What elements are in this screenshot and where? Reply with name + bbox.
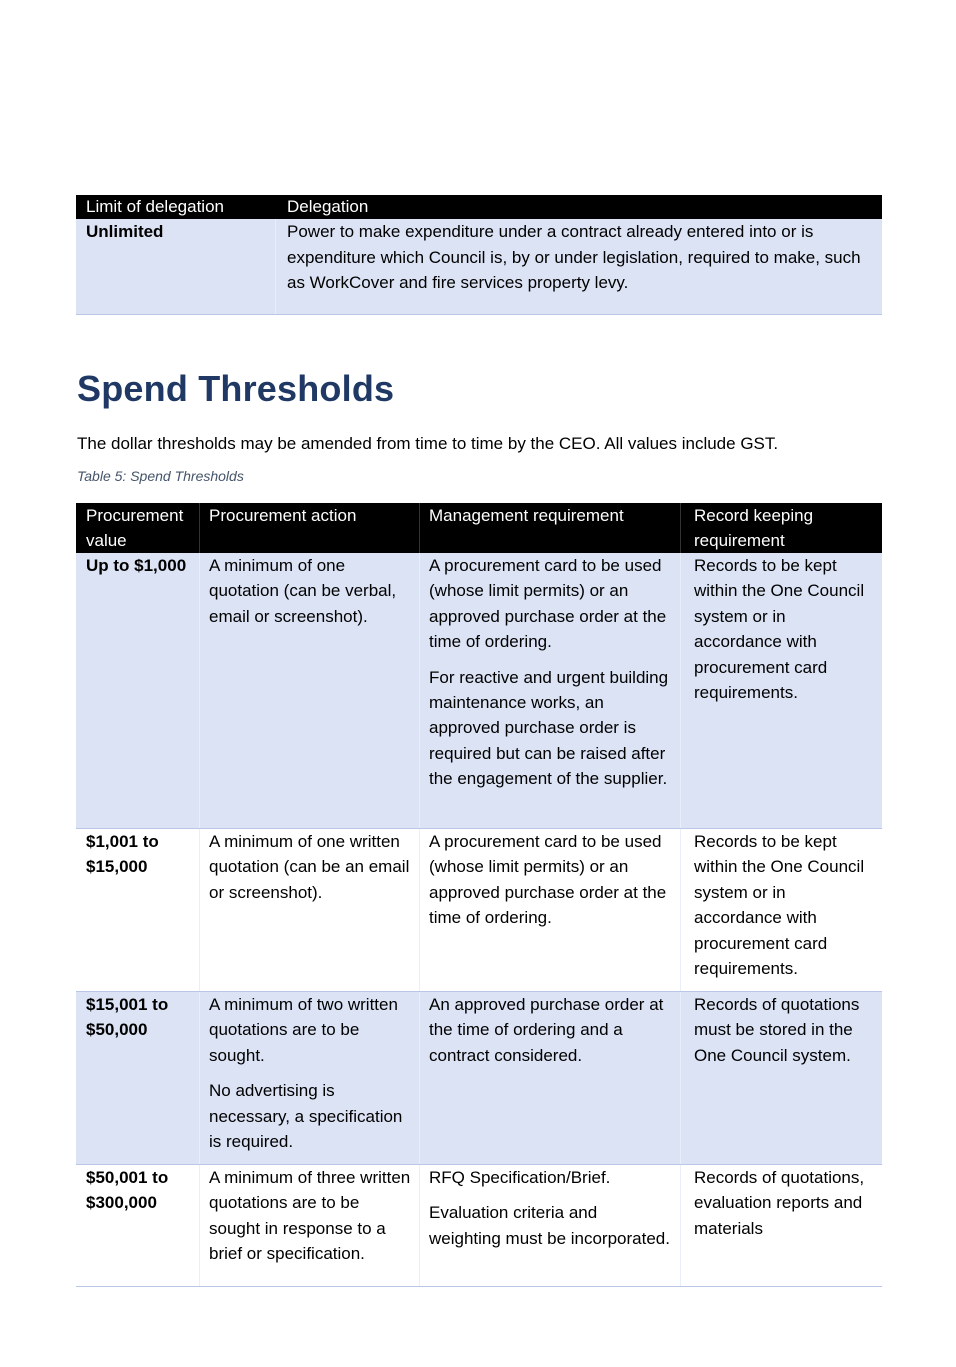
delegation-table <box>76 195 882 315</box>
management-text: RFQ Specification/Brief. <box>429 1168 611 1187</box>
spend-thresholds-table <box>76 503 882 1287</box>
table-caption: Table 5: Spend Thresholds <box>77 468 244 484</box>
management-text: An approved purchase order at the time of ordering and a contract considered. <box>429 995 664 1065</box>
header-limit-of-delegation: Limit of delegation <box>86 197 224 216</box>
management-cell <box>420 1165 681 1286</box>
action-text: No advertising is necessary, a specification is required. <box>209 1081 403 1152</box>
table-row <box>76 829 882 992</box>
value-cell: $50,001 to $300,000 <box>76 1165 200 1286</box>
records-text: Records of quotations, evaluation reports and materials <box>694 1168 865 1238</box>
delegation-table-row <box>76 219 882 315</box>
action-cell <box>200 992 420 1164</box>
action-cell <box>200 553 420 828</box>
management-cell <box>420 829 681 991</box>
records-cell <box>681 992 882 1164</box>
action-cell <box>200 1165 420 1286</box>
value-cell: $1,001 to $15,000 <box>76 829 200 991</box>
management-text: A procurement card to be used (whose limit permits) or an approved purchase order at the time of ordering. <box>429 832 667 928</box>
table-row <box>76 992 882 1165</box>
header-procurement-action: Procurement action <box>200 503 420 553</box>
section-title: Spend Thresholds <box>77 368 395 409</box>
action-text: A minimum of three written quotations are to be sought in response to a brief or specification. <box>209 1168 411 1264</box>
delegation-text-cell: Power to make expenditure under a contract already entered into or is expenditure which Council is, by or under legislation, required to make, such as WorkCover and fire services property levy. <box>287 222 861 292</box>
management-cell <box>420 992 681 1164</box>
action-text: A minimum of one written quotation (can be an email or screenshot). <box>209 832 410 902</box>
records-cell <box>681 1165 882 1286</box>
records-cell <box>681 829 882 991</box>
management-cell <box>420 553 681 828</box>
header-procurement-value: Procurement value <box>76 503 200 553</box>
records-text: Records to be kept within the One Council system or in accordance with procurement card requirements. <box>694 832 865 979</box>
delegation-table-header <box>76 195 882 219</box>
action-text: A minimum of one quotation (can be verbal, email or screenshot). <box>209 556 397 626</box>
delegation-limit-cell: Unlimited <box>76 219 276 314</box>
section-intro: The dollar thresholds may be amended from time to time by the CEO. All values include GST. <box>77 434 779 453</box>
header-record-keeping: Record keeping requirement <box>694 506 814 550</box>
table-row <box>76 1165 882 1287</box>
action-cell <box>200 829 420 991</box>
management-text: Evaluation criteria and weighting must be incorporated. <box>429 1203 670 1248</box>
records-cell <box>681 553 882 828</box>
management-text: For reactive and urgent building maintenance works, an approved purchase order is required but can be raised after the engagement of the supplier. <box>429 667 669 789</box>
records-text: Records of quotations must be stored in the One Council system. <box>694 995 860 1065</box>
spend-table-header <box>76 503 882 553</box>
header-management-requirement: Management requirement <box>420 503 681 553</box>
records-text: Records to be kept within the One Council system or in accordance with procurement card requirements. <box>694 556 865 703</box>
header-delegation: Delegation <box>287 197 369 216</box>
management-text: A procurement card to be used (whose limit permits) or an approved purchase order at the time of ordering. <box>429 556 667 652</box>
value-cell: Up to $1,000 <box>76 553 200 828</box>
value-cell: $15,001 to $50,000 <box>76 992 200 1164</box>
action-text: A minimum of two written quotations are to be sought. <box>209 995 398 1065</box>
table-row <box>76 553 882 829</box>
